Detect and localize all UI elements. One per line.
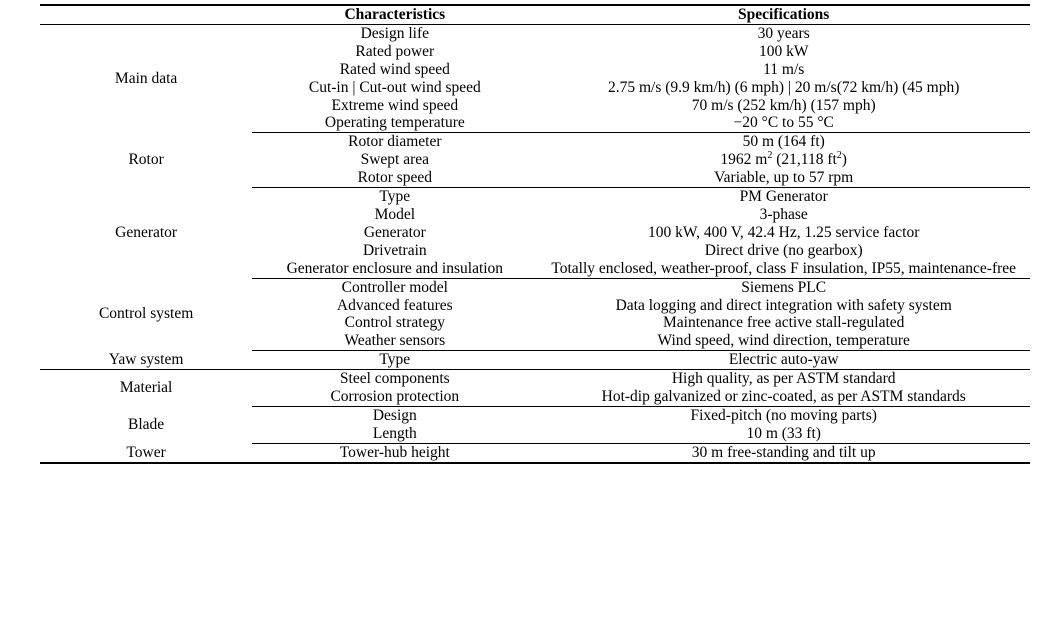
specification-cell: 10 m (33 ft) (537, 425, 1030, 443)
characteristic-cell: Length (252, 425, 537, 443)
characteristic-cell: Drivetrain (362, 241, 427, 259)
characteristic-cell: Rated wind speed (339, 60, 450, 78)
characteristic-cell: Tower-hub height (252, 443, 537, 462)
characteristic-cell: Type (379, 188, 411, 206)
characteristic-cell: Swept area (360, 151, 430, 169)
specification-cell: Electric auto-yaw (537, 351, 1030, 370)
specification-cell: 70 m/s (252 km/h) (157 mph) (691, 96, 876, 114)
specification-cell: 100 kW (758, 42, 809, 60)
specification-cell: 30 years (757, 24, 810, 42)
characteristic-cell: Generator (363, 223, 426, 241)
specification-cell: Fixed-pitch (no moving parts) (690, 406, 877, 424)
header-group (40, 5, 252, 24)
superscript: 2 (767, 150, 773, 162)
group-label: Material (119, 379, 173, 397)
group-label: Generator (115, 223, 178, 241)
spec-table-body (40, 24, 1030, 462)
specification-cell: 30 m free-standing and tilt up (537, 443, 1030, 462)
spec-table (40, 4, 1030, 464)
characteristic-cell: Controller model (341, 278, 448, 296)
specification-cell (537, 151, 1030, 169)
characteristic-cell: Weather sensors (252, 332, 537, 350)
specification-cell: Totally enclosed, weather-proof, class F insulation, IP55, maintenance-free (537, 260, 1030, 278)
table-row (40, 133, 1030, 151)
characteristic-cell: Rated power (355, 42, 435, 60)
characteristic-cell: Type (252, 351, 537, 370)
specification-cell: 11 m/s (763, 60, 805, 78)
group-label: Main data (114, 69, 178, 87)
specification-cell: 50 m (164 ft) (742, 133, 825, 151)
group-label: Yaw system (40, 351, 252, 370)
characteristic-cell: Design (372, 406, 417, 424)
specification-cell: Maintenance free active stall-regulated (662, 314, 905, 332)
header-characteristics: Characteristics (252, 5, 537, 24)
specification-cell: 2.75 m/s (9.9 km/h) (6 mph) | 20 m/s(72 km/h) (45 mph) (607, 78, 960, 96)
group-label: Blade (128, 415, 165, 433)
spec-text: ) (841, 151, 847, 169)
spec-text: 1962 m (720, 151, 768, 169)
group-label: Tower (40, 443, 252, 462)
table-row (40, 278, 1030, 296)
characteristic-cell: Advanced features (336, 296, 453, 314)
header-row (40, 5, 1030, 24)
characteristic-cell: Rotor speed (252, 169, 537, 187)
specification-cell: Hot-dip galvanized or zinc-coated, as per ASTM standards (537, 388, 1030, 406)
table-row (40, 406, 1030, 424)
characteristic-cell: Extreme wind speed (331, 96, 459, 114)
table-row (40, 188, 1030, 206)
table-row (40, 351, 1030, 370)
specification-cell: Wind speed, wind direction, temperature (537, 332, 1030, 350)
characteristic-cell: Generator enclosure and insulation (252, 260, 537, 278)
header-specifications: Specifications (537, 5, 1030, 24)
table-row (40, 370, 1030, 388)
characteristic-cell: Model (374, 205, 416, 223)
specification-cell: Variable, up to 57 rpm (537, 169, 1030, 187)
specification-cell: PM Generator (739, 188, 828, 206)
table-row (40, 443, 1030, 462)
specification-cell: Siemens PLC (741, 278, 827, 296)
characteristic-cell: Rotor diameter (348, 133, 442, 151)
characteristic-cell: Control strategy (344, 314, 445, 332)
table-row (40, 24, 1030, 42)
characteristic-cell: Design life (360, 24, 430, 42)
specification-cell: Direct drive (no gearbox) (704, 241, 863, 259)
specification-cell: 100 kW, 400 V, 42.4 Hz, 1.25 service factor (648, 223, 920, 241)
superscript: 2 (836, 150, 842, 162)
specification-cell: 3-phase (759, 205, 808, 223)
characteristic-cell: Operating temperature (252, 114, 537, 132)
characteristic-cell: Steel components (339, 370, 450, 388)
group-label: Rotor (128, 151, 164, 169)
specification-cell: −20 °C to 55 °C (537, 114, 1030, 132)
group-label: Control system (98, 305, 194, 323)
characteristic-cell: Cut-in | Cut-out wind speed (308, 78, 481, 96)
specification-cell: High quality, as per ASTM standard (671, 370, 896, 388)
characteristic-cell: Corrosion protection (252, 388, 537, 406)
specification-cell: Data logging and direct integration with safety system (615, 296, 952, 314)
spec-text: (21,118 ft (772, 151, 837, 169)
